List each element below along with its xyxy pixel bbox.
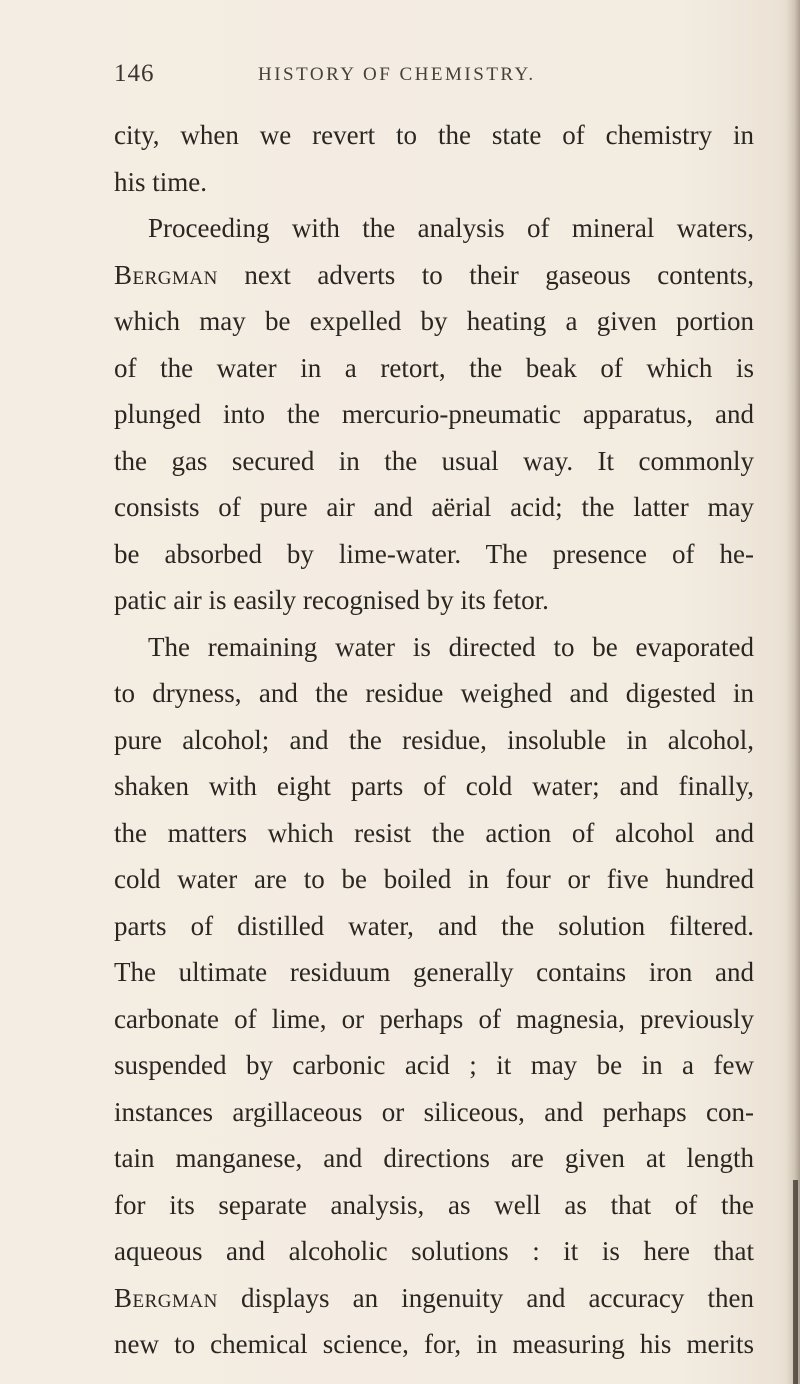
text-line: instances argillaceous or siliceous, and perhaps con-	[114, 1096, 754, 1127]
text-line: to dryness, and the residue weighed and digested in	[114, 678, 754, 708]
text-line: pure alcohol; and the residue, insoluble in alcohol,	[114, 724, 754, 755]
person-name: Bergman	[114, 259, 218, 290]
paragraph-start-line: The remaining water is directed to be evaporated	[148, 631, 754, 662]
text-line: carbonate of lime, or perhaps of magnesia, previously	[114, 1003, 754, 1034]
running-head: HISTORY OF CHEMISTRY.	[258, 64, 536, 85]
text-line: the matters which resist the action of alcohol and	[114, 817, 754, 848]
text-line: parts of distilled water, and the solution filtered.	[114, 910, 754, 941]
text-line	[114, 252, 754, 299]
text-line: for its separate analysis, as well as that of the	[114, 1189, 754, 1220]
text-line: of the water in a retort, the beak of which is	[114, 352, 754, 383]
page-edge-shadow	[786, 0, 800, 1384]
text-line: new to chemical science, for, in measuring his merits	[114, 1329, 754, 1359]
text-line	[114, 1275, 754, 1322]
text-line: cold water are to be boiled in four or five hundred	[114, 864, 754, 894]
text-line: aqueous and alcoholic solutions : it is here that	[114, 1236, 754, 1266]
text-line: city, when we revert to the state of chemistry in	[114, 120, 754, 150]
text-line: The ultimate residuum generally contains iron and	[114, 957, 754, 987]
text-line: consists of pure air and aërial acid; the latter may	[114, 492, 754, 522]
text-line: his time.	[114, 166, 207, 197]
page-header	[0, 56, 800, 96]
text-segment: next adverts to their gaseous contents,	[217, 259, 754, 290]
text-line: be absorbed by lime-water. The presence of he-	[114, 538, 754, 569]
paragraph-start-line: Proceeding with the analysis of mineral waters,	[148, 213, 754, 243]
page-number: 146	[114, 60, 155, 87]
text-line: shaken with eight parts of cold water; and finally,	[114, 771, 754, 801]
text-line: the gas secured in the usual way. It commonly	[114, 445, 754, 476]
body-text	[114, 112, 754, 1368]
text-line: suspended by carbonic acid ; it may be in a few	[114, 1050, 754, 1080]
text-segment: displays an ingenuity and accuracy then	[217, 1282, 754, 1313]
person-name: Bergman	[114, 1282, 218, 1313]
page-edge-dark	[793, 1180, 798, 1384]
text-line: patic air is easily recognised by its fetor.	[114, 585, 549, 615]
text-line: which may be expelled by heating a given portion	[114, 306, 754, 336]
text-line: plunged into the mercurio-pneumatic apparatus, and	[114, 399, 754, 429]
text-line: tain manganese, and directions are given at length	[114, 1143, 754, 1173]
